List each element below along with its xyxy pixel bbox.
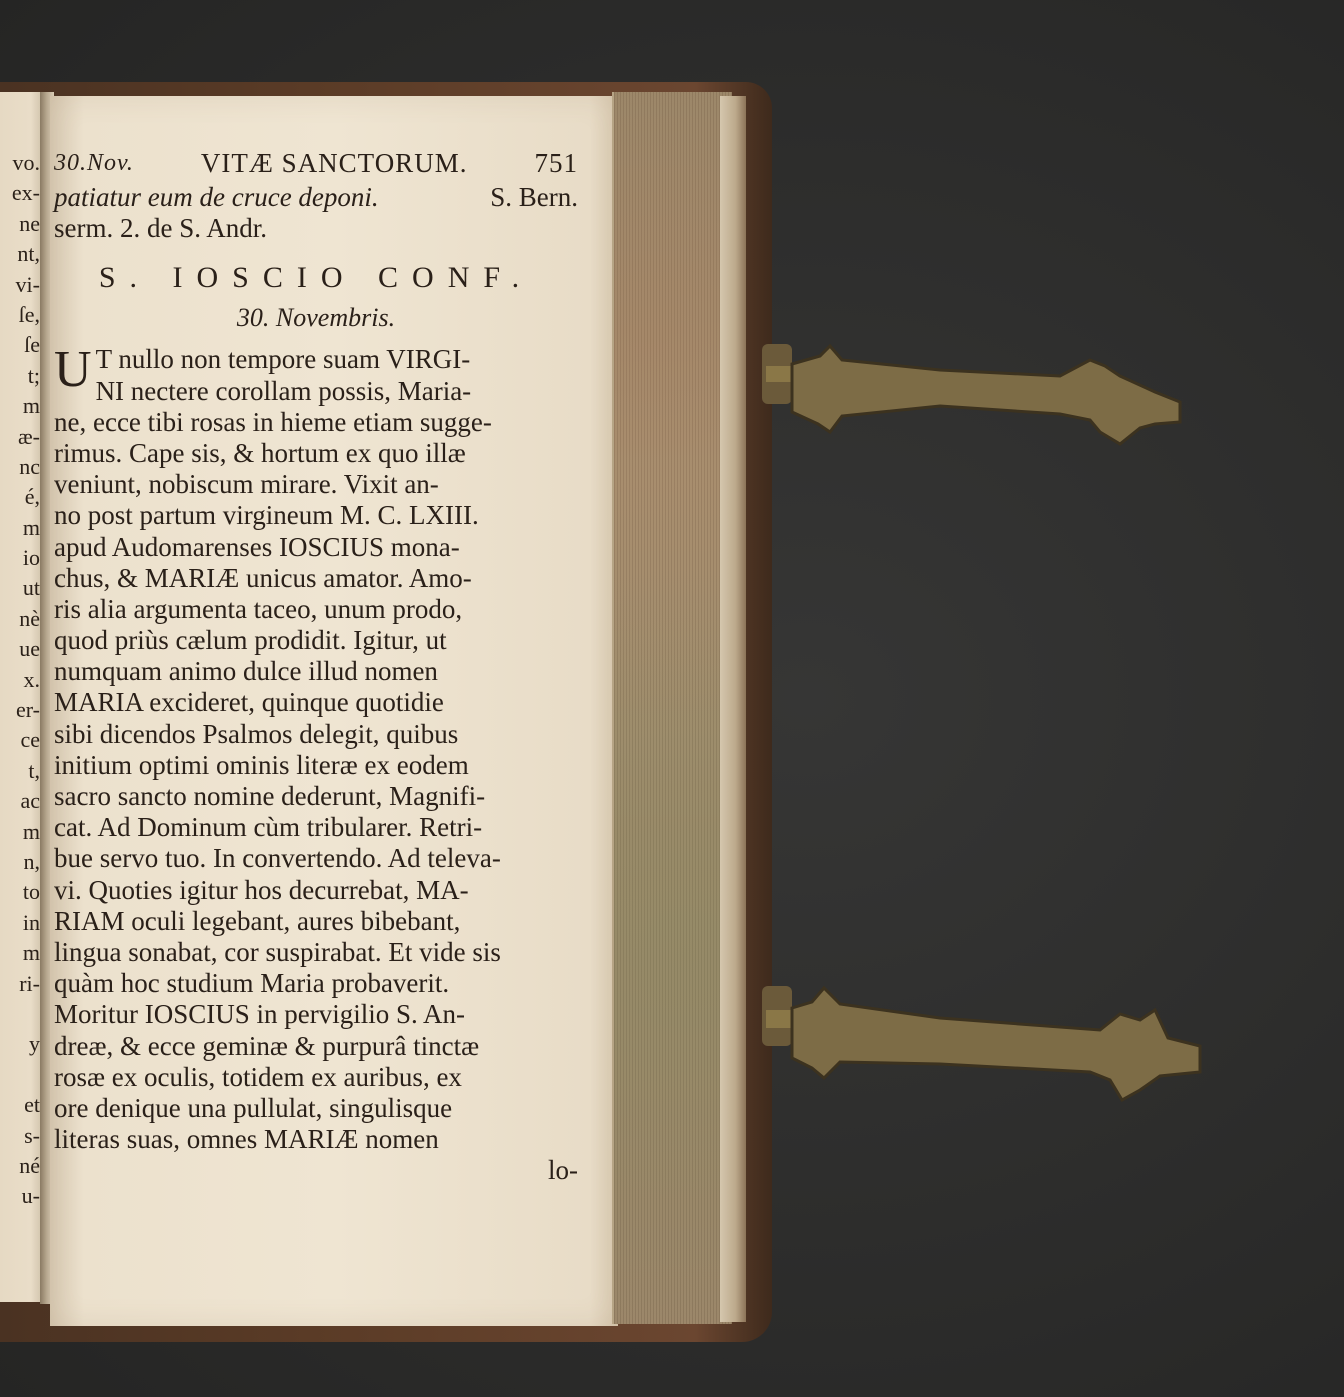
catchword: lo- — [548, 1155, 578, 1186]
body-line: rimus. Cape sis, & hortum ex quo illæ — [54, 437, 466, 468]
body-line: chus, & MARIÆ unicus amator. Amo- — [54, 562, 472, 593]
body-line: lingua sonabat, cor suspirabat. Et vide sis — [54, 936, 501, 967]
left-page-fragment: to — [22, 879, 40, 905]
body-line: MARIA excideret, quinque quotidie — [54, 687, 444, 718]
body-line: sacro sancto nomine dederunt, Magnifi- — [54, 781, 486, 811]
left-page-fragment: æ- — [18, 423, 40, 449]
body-line: dreæ, & ecce geminæ & purpurâ tinctæ — [54, 1030, 480, 1061]
feast-date: 30. Novembris. — [236, 303, 396, 333]
body-line: Moritur IOSCIUS in pervigilio S. An- — [54, 999, 466, 1030]
saint-heading: S. IOSCIO CONF. — [98, 261, 534, 295]
body-line: sibi dicendos Psalmos delegit, quibus — [54, 718, 459, 749]
left-page — [0, 92, 44, 1302]
left-page-fragment: ce — [20, 727, 40, 753]
left-page-fragment: ac — [20, 788, 40, 814]
dropcap: U — [54, 341, 92, 399]
left-page-fragments — [0, 148, 44, 1212]
left-page-fragment: nc — [19, 453, 40, 479]
body-line: no post partum virgineum M. C. LXIII. — [54, 500, 479, 531]
body-line: apud Audomarenses IOSCIUS mona- — [54, 531, 460, 562]
left-page-fragment: ſe — [24, 332, 40, 358]
left-page-fragment: m — [22, 514, 40, 540]
running-head — [54, 148, 578, 182]
body-line: bue servo tuo. In convertendo. Ad televa- — [54, 843, 501, 874]
body-line: T nullo non tempore suam VIRGI- — [95, 344, 471, 375]
body-line: literas suas, omnes MARIÆ nomen — [54, 1124, 439, 1155]
upper-clasp — [760, 336, 1190, 416]
left-page-fragment: et — [24, 1092, 40, 1118]
left-page-fragment: ue — [19, 636, 40, 662]
body-line: cat. Ad Dominum cùm tribularer. Retri- — [54, 812, 483, 843]
intro-line — [54, 213, 578, 244]
left-page-fragment: m — [22, 940, 40, 966]
left-page-fragment: ut — [22, 575, 40, 601]
body-line: RIAM oculi legebant, aures bibebant, — [54, 905, 461, 936]
left-page-fragment: t; — [27, 362, 40, 388]
left-page-fragment: s- — [24, 1122, 40, 1148]
left-page-fragment: nè — [19, 605, 40, 631]
body-line: ne, ecce tibi rosas in hieme etiam sugge- — [54, 406, 492, 437]
left-page-fragment — [0, 999, 44, 1029]
intro-line-ref: S. Bern. — [490, 182, 578, 212]
cover-edge — [720, 96, 746, 1322]
left-page-fragment: er- — [16, 697, 40, 723]
body-line: ris alia argumenta taceo, unum prodo, — [54, 593, 463, 624]
body-line: initium optimi ominis literæ ex eodem — [54, 749, 469, 780]
left-page-fragment: é, — [24, 484, 40, 510]
left-page-fragment: vi- — [15, 271, 40, 297]
left-page-fragment: m — [22, 818, 40, 844]
left-page-fragment: io — [22, 545, 40, 571]
left-page-fragment: ri- — [19, 970, 40, 996]
right-page — [50, 96, 618, 1326]
body-line: NI nectere corollam possis, Maria- — [95, 375, 472, 406]
page-block-edge — [612, 92, 732, 1324]
running-head-date: 30.Nov. — [54, 150, 134, 176]
intro-line — [54, 182, 578, 213]
body-line: ore denique una pullulat, singulisque — [54, 1092, 453, 1123]
left-page-fragment: ſe, — [18, 301, 40, 327]
body-line: quod priùs cælum prodidit. Igitur, ut — [54, 625, 447, 656]
left-page-fragment: n, — [23, 848, 40, 874]
left-page-fragment: u- — [21, 1183, 40, 1209]
intro-line-text: patiatur eum de cruce deponi. — [54, 182, 379, 212]
left-page-fragment: nt, — [17, 241, 40, 267]
left-page-fragment: ex- — [11, 180, 40, 206]
left-page-fragment: vo. — [12, 150, 40, 175]
left-page-fragment: x. — [23, 666, 40, 692]
page-text — [54, 148, 578, 1186]
body-line: numquam animo dulce illud nomen — [54, 656, 438, 687]
catchword-line — [54, 1155, 578, 1186]
left-page-fragment: m — [22, 393, 40, 419]
body-line: quàm hoc studium Maria probaverit. — [54, 968, 450, 999]
body-line: vi. Quoties igitur hos decurrebat, MA- — [54, 874, 469, 905]
running-head-title: VITÆ SANCTORUM. — [200, 148, 468, 178]
page-number: 751 — [534, 148, 578, 178]
body-line: rosæ ex oculis, totidem ex auribus, ex — [54, 1061, 462, 1092]
left-page-fragment: né — [19, 1152, 40, 1178]
intro-line-text: serm. 2. de S. Andr. — [54, 213, 267, 244]
body-text — [54, 341, 578, 1155]
left-page-fragment: t, — [28, 757, 40, 783]
body-line: veniunt, nobiscum mirare. Vixit an- — [54, 469, 439, 500]
left-page-fragment: y — [29, 1031, 40, 1057]
lower-clasp — [760, 980, 1210, 1060]
left-page-fragment: in — [22, 909, 40, 935]
left-page-fragment: ne — [19, 210, 40, 236]
left-page-fragment — [0, 1060, 44, 1090]
